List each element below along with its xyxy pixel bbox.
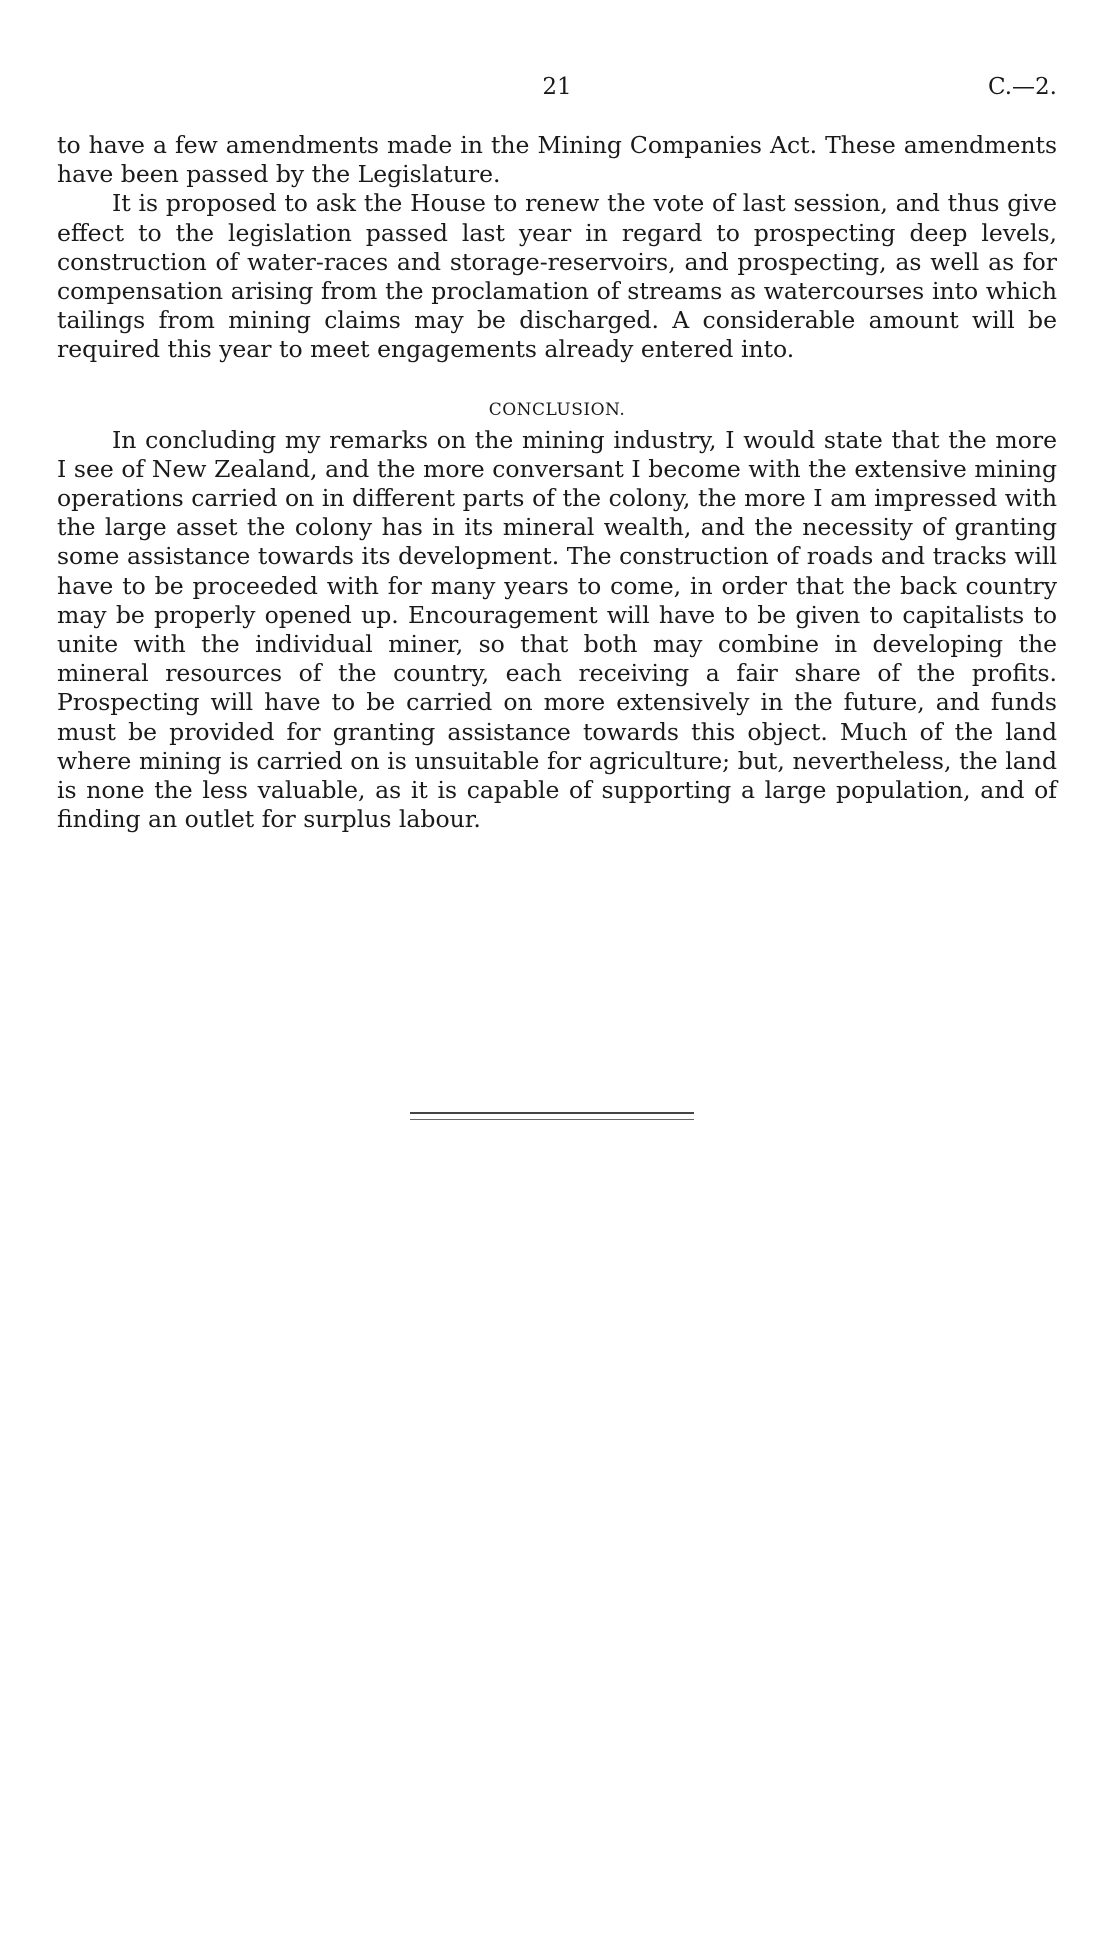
document-code: C.—2.	[987, 74, 1057, 100]
page-header	[57, 74, 1057, 114]
page-number: 21	[542, 74, 572, 100]
paragraph-conclusion: In concluding my remarks on the mining industry, I would state that the more I see of New Zealand, and the more conversant I become with the extensive mining operations carried on in different parts of the colony, the more I am impressed with the large asset the colony has in its mineral wealth, and the necessity of granting some assistance towards its development. The construction of roads and tracks will have to be proceeded with for many years to come, in order that the back country may be properly opened up. Encouragement will have to be given to capitalists to unite with the individual miner, so that both may combine in developing the mineral resources of the country, each receiving a fair share of the profits. Prospecting will have to be carried on more extensively in the future, and funds must be provided for granting assistance towards this object. Much of the land where mining is carried on is unsuitable for agriculture; but, nevertheless, the land is none the less valuable, as it is capable of supporting a large population, and of finding an outlet for surplus labour.	[57, 425, 1057, 834]
paragraph-continuation: to have a few amendments made in the Mining Companies Act. These amendments have been passed by the Legislature.	[57, 131, 1057, 189]
body-text	[57, 131, 1057, 834]
section-end-rule	[410, 1112, 694, 1120]
paragraph-vote-renewal: It is proposed to ask the House to renew the vote of last session, and thus give effect to the legislation passed last year in regard to prospecting deep levels, construction of water-races and storage-reservoirs, and prospecting, as well as for compensation arising from the proclamation of streams as watercourses into which tailings from mining claims may be discharged. A considerable amount will be required this year to meet engagements already entered into.	[57, 189, 1057, 364]
section-heading-conclusion: CONCLUSION.	[488, 399, 626, 420]
